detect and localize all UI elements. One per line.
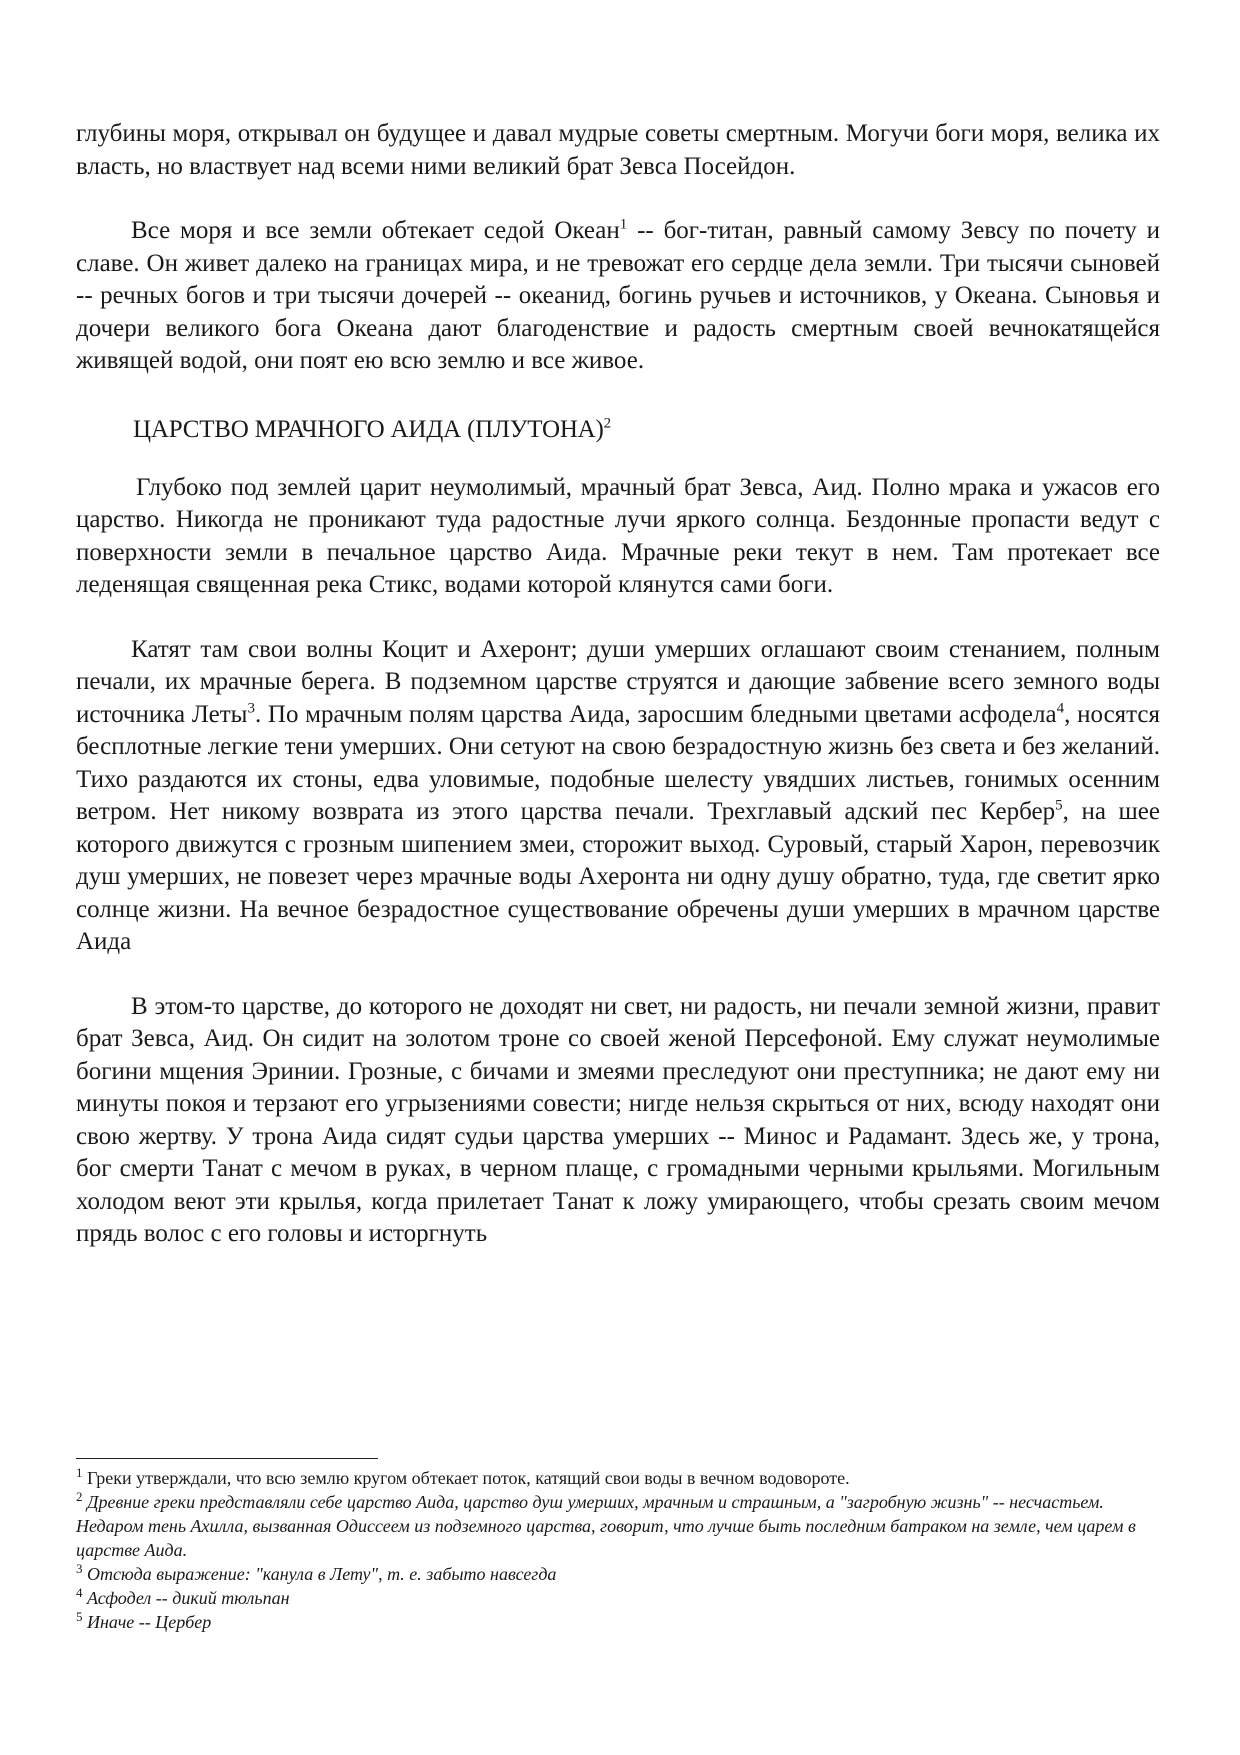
footnotes: [76, 1466, 1160, 1634]
footnote-4: [76, 1586, 1160, 1610]
footnote-2: [76, 1490, 1160, 1562]
paragraph-rivers-part-3: , носятся бесплотные легкие тени умерших. Они сетуют на свою безрадостную жизнь без света и без желаний. Тихо раздаются их стоны, едва уловимые, подобные шелесту увядших листьев, гонимых осенним ветром. Нет никому возврата из этого царства печали. Трехглавый адский пес Кербер: [76, 700, 1160, 825]
paragraph-rivers-of-underworld: [76, 634, 1160, 959]
footnote-1: [76, 1466, 1160, 1490]
footnote-ref-5[interactable]: 5: [1055, 797, 1063, 814]
paragraph-oceanus-part-1: Все моря и все земли обтекает седой Океан: [131, 217, 620, 244]
footnote-4-number: 4: [76, 1585, 83, 1600]
footnote-3: [76, 1562, 1160, 1586]
paragraph-poseidon: глубины моря, открывал он будущее и давал мудрые советы смертным. Могучи боги моря, велика их власть, но властвует над всеми ними великий брат Зевса Посейдон.: [76, 120, 1160, 180]
footnote-2-number: 2: [76, 1489, 83, 1504]
footnote-4-text: Асфодел -- дикий тюльпан: [82, 1588, 290, 1608]
footnote-1-text: Греки утверждали, что всю землю кругом обтекает поток, катящий свои воды в вечном водовороте.: [82, 1468, 850, 1488]
section-heading-text: ЦАРСТВО МРАЧНОГО АИДА (ПЛУТОНА): [133, 415, 604, 443]
paragraph-oceanus: [76, 215, 1160, 378]
paragraph-rivers-part-2: . По мрачным полям царства Аида, заросшим бледными цветами асфодела: [254, 700, 1057, 728]
paragraph-oceanus-part-2: -- бог-титан, равный самому Зевсу по почету и славе. Он живет далеко на границах мира, и не тревожат его сердце дела земли. Три тысячи сыновей -- речных богов и три тысячи дочерей -- океанид, богинь ручьев и источников, у Океана. Сыновья и дочери великого бога Океана дают благоденствие и радость смертным своей вечнокатящейся живящей водой, они поят ею всю землю и все живое.: [76, 217, 1160, 374]
footnote-5-text: Иначе -- Цербер: [82, 1612, 212, 1632]
page-body: [76, 118, 1160, 1251]
footnote-2-text: Древние греки представляли себе царство Аида, царство душ умерших, мрачным и страшным, а "загробную жизнь" -- несчастьем. Недаром тень Ахилла, вызванная Одиссеем из подземного царства, говорит, что лучше быть последним батраком на земле, чем царем в царстве Аида.: [76, 1492, 1136, 1560]
section-heading: [76, 414, 1160, 446]
footnote-ref-1[interactable]: 1: [619, 216, 628, 233]
footnote-5-number: 5: [76, 1609, 83, 1624]
paragraph-hades-throne: В этом-то царстве, до которого не доходят ни свет, ни радость, ни печали земной жизни, правит брат Зевса, Аид. Он сидит на золотом троне со своей женой Персефоной. Ему служат неумолимые богини мщения Эринии. Грозные, с бичами и змеями преследуют они преступника; не дают ему ни минуты покоя и терзают его угрызениями совести; нигде нельзя скрыться от них, всюду находят они свою жертву. У трона Аида сидят судьи царства умерших -- Минос и Радамант. Здесь же, у трона, бог смерти Танат с мечом в руках, в черном плаще, с громадными черными крыльями. Могильным холодом веют эти крылья, когда прилетает Танат к ложу умирающего, чтобы срезать своим мечом прядь волос с его головы и исторгнуть: [76, 992, 1160, 1247]
footnote-1-number: 1: [76, 1465, 83, 1480]
footnote-separator: [76, 1458, 378, 1459]
footnote-3-text: Отсюда выражение: "канула в Лету", т. е. забыто навсегда: [82, 1564, 557, 1584]
footnote-3-number: 3: [76, 1561, 83, 1576]
footnote-5: [76, 1610, 1160, 1634]
paragraph-hades-realm: Глубоко под землей царит неумолимый, мрачный брат Зевса, Аид. Полно мрака и ужасов его царство. Никогда не проникают туда радостные лучи яркого солнца. Бездонные пропасти ведут с поверхности земли в печальное царство Аида. Мрачные реки текут в нем. Там протекает все леденящая священная река Стикс, водами которой клянутся сами боги.: [76, 473, 1160, 598]
footnote-ref-4[interactable]: 4: [1056, 700, 1065, 717]
paragraph-rivers-part-4: , на шее которого движутся с грозным шипением змеи, сторожит выход. Суровый, старый Харон, перевозчик душ умерших, не повезет через мрачные воды Ахеронта ни одну душу обратно, туда, где светит ярко солнце жизни. На вечное безрадостное существование обречены души умерших в мрачном царстве Аида: [76, 798, 1160, 955]
footnote-ref-2[interactable]: 2: [603, 415, 611, 432]
footnote-ref-3[interactable]: 3: [247, 700, 255, 717]
paragraph-rivers-part-1: Катят там свои волны Коцит и Ахеронт; души умерших оглашают своим стенанием, полным печали, их мрачные берега. В подземном царстве струятся и дающие забвение всего земного воды источника Леты: [76, 635, 1160, 728]
